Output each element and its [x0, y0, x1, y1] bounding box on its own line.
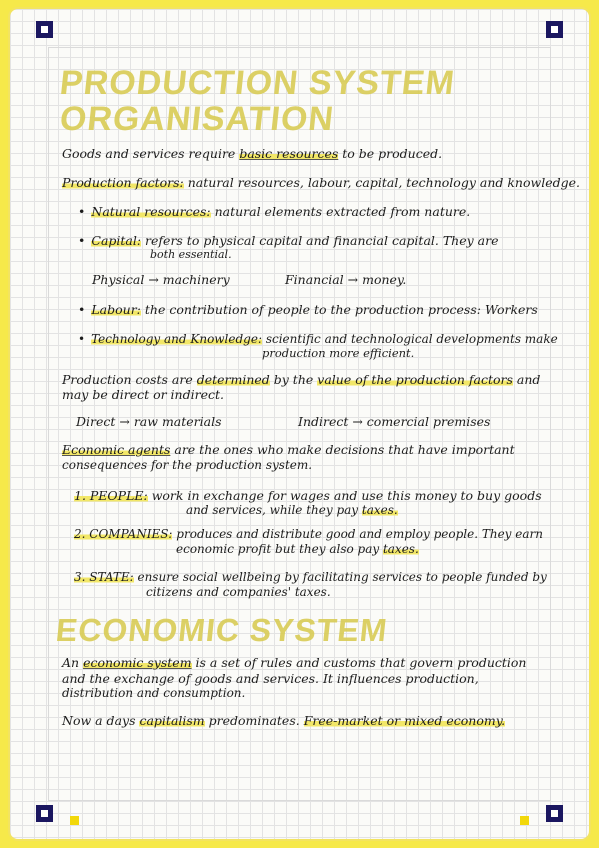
costs-line2: may be direct or indirect. — [62, 387, 224, 402]
financial-note: Financial → money. — [285, 272, 407, 287]
people-label: 1. PEOPLE: — [74, 488, 148, 503]
labour-text: the contribution of people to the production process: Workers — [140, 302, 538, 317]
bullet-natural: • Natural resources: natural elements extracted from nature. — [78, 204, 471, 219]
natural-text: natural elements extracted from nature. — [210, 204, 471, 219]
market-highlight: Free-market or mixed economy. — [303, 713, 506, 728]
intro-line — [62, 146, 442, 161]
item-people — [74, 488, 542, 503]
tech-label: Technology and Knowledge: — [91, 332, 263, 346]
tech-cont: production more efficient. — [262, 346, 415, 360]
item-companies — [74, 527, 543, 541]
people-taxes: taxes. — [361, 503, 398, 517]
factors-text: natural resources, labour, capital, technology and knowledge. — [183, 175, 580, 190]
costs-text-mid: by the — [269, 372, 318, 387]
section-title-economic-system: ECONOMIC SYSTEM — [54, 612, 390, 648]
intro-text-end: to be produced. — [338, 146, 443, 161]
factors-line — [62, 175, 580, 190]
companies-label: 2. COMPANIES: — [74, 527, 173, 541]
labour-label: Labour: — [91, 302, 141, 317]
state-text: ensure social wellbeing by facilitating services to people funded by — [133, 570, 547, 584]
companies-taxes: taxes. — [382, 542, 419, 556]
economic-line2: and the exchange of goods and services. It influences production, — [62, 671, 479, 686]
capital-label: Capital: — [91, 233, 142, 248]
corner-marker-icon — [36, 805, 53, 822]
capital-text: refers to physical capital and financial capital. They are — [141, 233, 499, 248]
indirect-note: Indirect → comercial premises — [298, 414, 491, 429]
agents-text: are the ones who make decisions that have important — [170, 442, 515, 457]
costs-highlight: determined — [196, 372, 270, 387]
bullet-tech: • Technology and Knowledge: scientific and technological developments make — [78, 332, 558, 346]
yellow-square-icon — [520, 816, 529, 825]
companies-text: produces and distribute good and employ people. They earn — [172, 527, 543, 541]
agents-line2: consequences for the production system. — [62, 458, 313, 472]
economic-line3: distribution and consumption. — [62, 686, 246, 700]
companies-line2 — [176, 542, 419, 556]
nowadays-text: Now a days — [62, 713, 140, 728]
costs-highlight-2: value of the production factors — [317, 372, 513, 387]
intro-highlight: basic resources — [239, 146, 339, 161]
bullet-labour: • Labour: the contribution of people to the production process: Workers — [78, 302, 538, 317]
item-state — [74, 570, 547, 584]
costs-line1 — [62, 372, 540, 387]
page-title-line2: ORGANISATION — [58, 100, 336, 138]
economic-text: An — [62, 655, 84, 670]
people-line2 — [186, 503, 398, 517]
people-text-2: and services, while they pay — [186, 503, 362, 517]
state-label: 3. STATE: — [74, 570, 134, 584]
costs-text-end: and — [512, 372, 541, 387]
people-text: work in exchange for wages and use this money to buy goods — [147, 488, 542, 503]
economic-highlight: economic system — [83, 655, 192, 670]
page-title: PRODUCTION SYSTEM — [58, 64, 457, 102]
agents-highlight: Economic agents — [62, 442, 171, 457]
state-line2: citizens and companies' taxes. — [146, 585, 331, 599]
costs-text: Production costs are — [62, 372, 197, 387]
factors-label: Production factors: — [62, 175, 184, 190]
corner-marker-icon — [546, 805, 563, 822]
yellow-square-icon — [70, 816, 79, 825]
physical-note: Physical → machinery — [92, 272, 230, 287]
direct-note: Direct → raw materials — [76, 414, 222, 429]
economic-text-2: is a set of rules and customs that govern production — [191, 655, 527, 670]
intro-text: Goods and services require — [62, 146, 240, 161]
companies-text-2: economic profit but they also pay — [176, 542, 383, 556]
capital-cont: both essential. — [150, 248, 232, 261]
tech-text: scientific and technological developments make — [262, 332, 558, 346]
corner-marker-icon — [36, 21, 53, 38]
nowadays-text-mid: predominates. — [204, 713, 304, 728]
nowadays-line — [62, 713, 505, 728]
bullet-capital: • Capital: refers to physical capital and financial capital. They are — [78, 233, 499, 248]
agents-line1 — [62, 442, 515, 457]
capitalism-highlight: capitalism — [139, 713, 205, 728]
corner-marker-icon — [546, 21, 563, 38]
economic-line1 — [62, 655, 527, 670]
natural-label: Natural resources: — [91, 204, 211, 219]
